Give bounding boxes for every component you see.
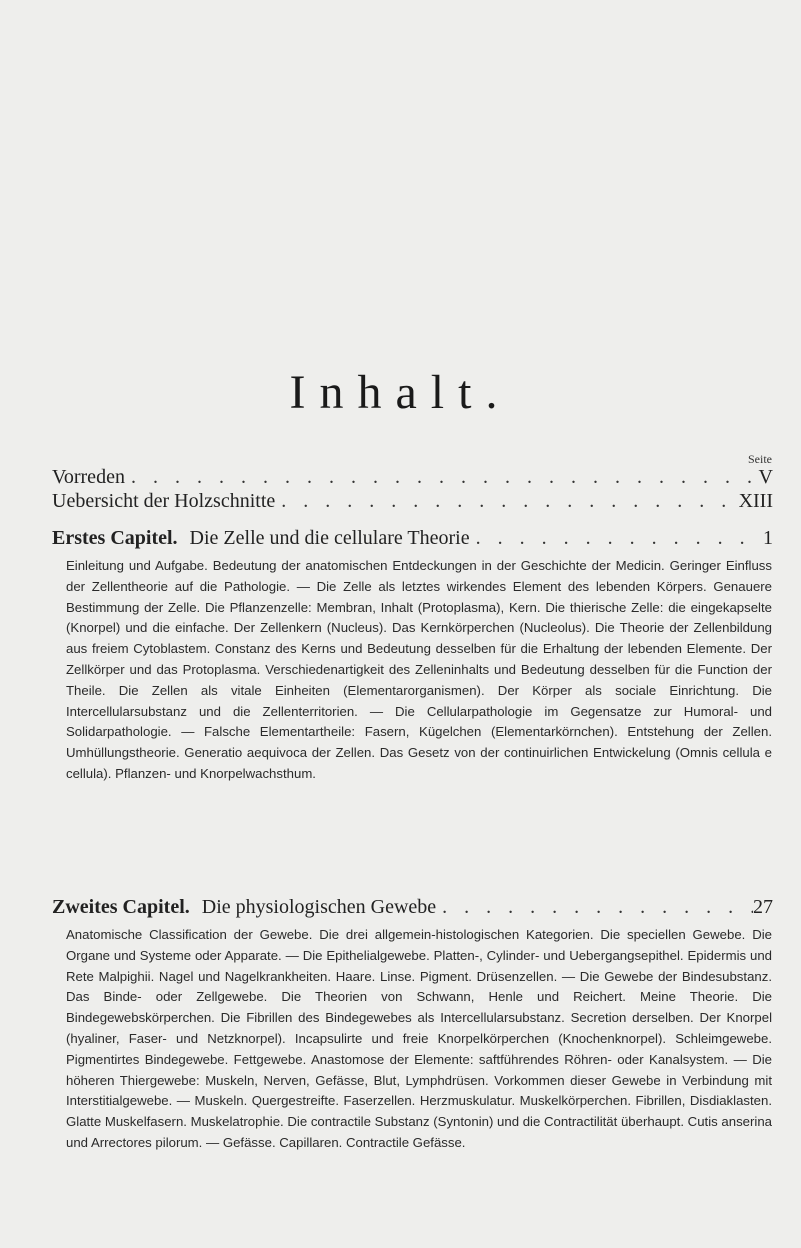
dot-leader: [436, 896, 753, 919]
dot-leader: [275, 490, 738, 513]
toc-entry-page: XIII: [738, 490, 773, 512]
toc-chapter-1-heading: [52, 527, 773, 550]
chapter-page: 1: [763, 527, 773, 549]
toc-chapter-2-heading: [52, 896, 773, 919]
toc-entry-label: Vorreden: [52, 466, 125, 488]
page-title: Inhalt.: [289, 366, 512, 419]
chapter-title: Die physiologischen Gewebe: [201, 896, 437, 918]
chapter-2-summary: Anatomische Classification der Gewebe. Die drei allgemein-histologischen Kategorien. Die speciellen Gewebe. Die Organe und Systeme oder Apparate. — Die Epithelialgewebe. Platten-, Cylinder- und Uebergangsepithel. Epidermis und Rete Malpighii. Nagel und Nagelkrankheiten. Haare. Linse. Pigment. Drüsenzellen. — Die Gewebe der Bindesubstanz. Das Binde- oder Zellgewebe. Die Theorien von Schwann, Henle und Reichert. Meine Theorie. Die Bindegewebskörperchen. Die Fibrillen des Bindegewebes als Intercellularsubstanz. Secretion derselben. Der Knorpel (hyaliner, Faser- und Netzknorpel). Incapsulirte und freie Knorpelkörperchen (Knochenknorpel). Schleimgewebe. Pigmentirtes Bindegewebe. Fettgewebe. Anastomose der Elemente: saftführendes Röhren- oder Kanalsystem. — Die höheren Thiergewebe: Muskeln, Nerven, Gefässe, Blut, Lymphdrüsen. Vorkommen dieser Gewebe in Verbindung mit Interstitialgewebe. — Muskeln. Quergestreifte. Faserzellen. Herzmuskulatur. Muskelkörperchen. Fibrillen, Disdiaklasten. Glatte Muskelfasern. Muskelatrophie. Die contractile Substanz (Syntonin) und die Contractilität überhaupt. Cutis anserina und Arrectores pilorum. — Gefässe. Capillaren. Contractile Gefässe.: [66, 927, 772, 1150]
chapter-title: Die Zelle und die cellulare Theorie: [189, 527, 470, 549]
page-column-label: Seite: [748, 452, 772, 466]
chapter-page: 27: [753, 896, 773, 918]
chapter-number: Erstes Capitel.: [52, 527, 178, 549]
dot-leader: [470, 527, 763, 550]
toc-entry-vorreden: [52, 466, 773, 489]
toc-entry-page: V: [758, 466, 773, 488]
toc-entry-label: Uebersicht der Holzschnitte: [52, 490, 276, 512]
toc-entry-holzschnitte: [52, 490, 773, 513]
chapter-1-summary: Einleitung und Aufgabe. Bedeutung der anatomischen Entdeckungen in der Geschichte der Medicin. Geringer Einfluss der Zellentheorie auf die Pathologie. — Die Zelle als letztes wirkendes Element des lebenden Körpers. Genauere Bestimmung der Zelle. Die Pflanzenzelle: Membran, Inhalt (Protoplasma), Kern. Die thierische Zelle: die eingekapselte (Knorpel) und die einfache. Der Zellenkern (Nucleus). Das Kernkörperchen (Nucleolus). Die Theorie der Zellenbildung aus freiem Cytoblastem. Constanz des Kerns und Bedeutung desselben für die Erhaltung der lebenden Elemente. Der Zellkörper und das Protoplasma. Verschiedenartigkeit des Zelleninhalts und Bedeutung desselben für die Function der Theile. Die Zellen als vitale Einheiten (Elementarorganismen). Der Körper als sociale Einrichtung. Die Intercellularsubstanz und die Zellenterritorien. — Die Cellularpathologie im Gegensatze zur Humoral- und Solidarpathologie. — Falsche Elementartheile: Fasern, Kügelchen (Elementarkörnchen). Entstehung der Zellen. Umhüllungstheorie. Generatio aequivoca der Zellen. Das Gesetz von der continuirlichen Entwickelung (Omnis cellula e cellula). Pflanzen- und Knorpelwachsthum.: [66, 558, 772, 781]
dot-leader: [125, 466, 759, 489]
chapter-number: Zweites Capitel.: [52, 896, 190, 918]
